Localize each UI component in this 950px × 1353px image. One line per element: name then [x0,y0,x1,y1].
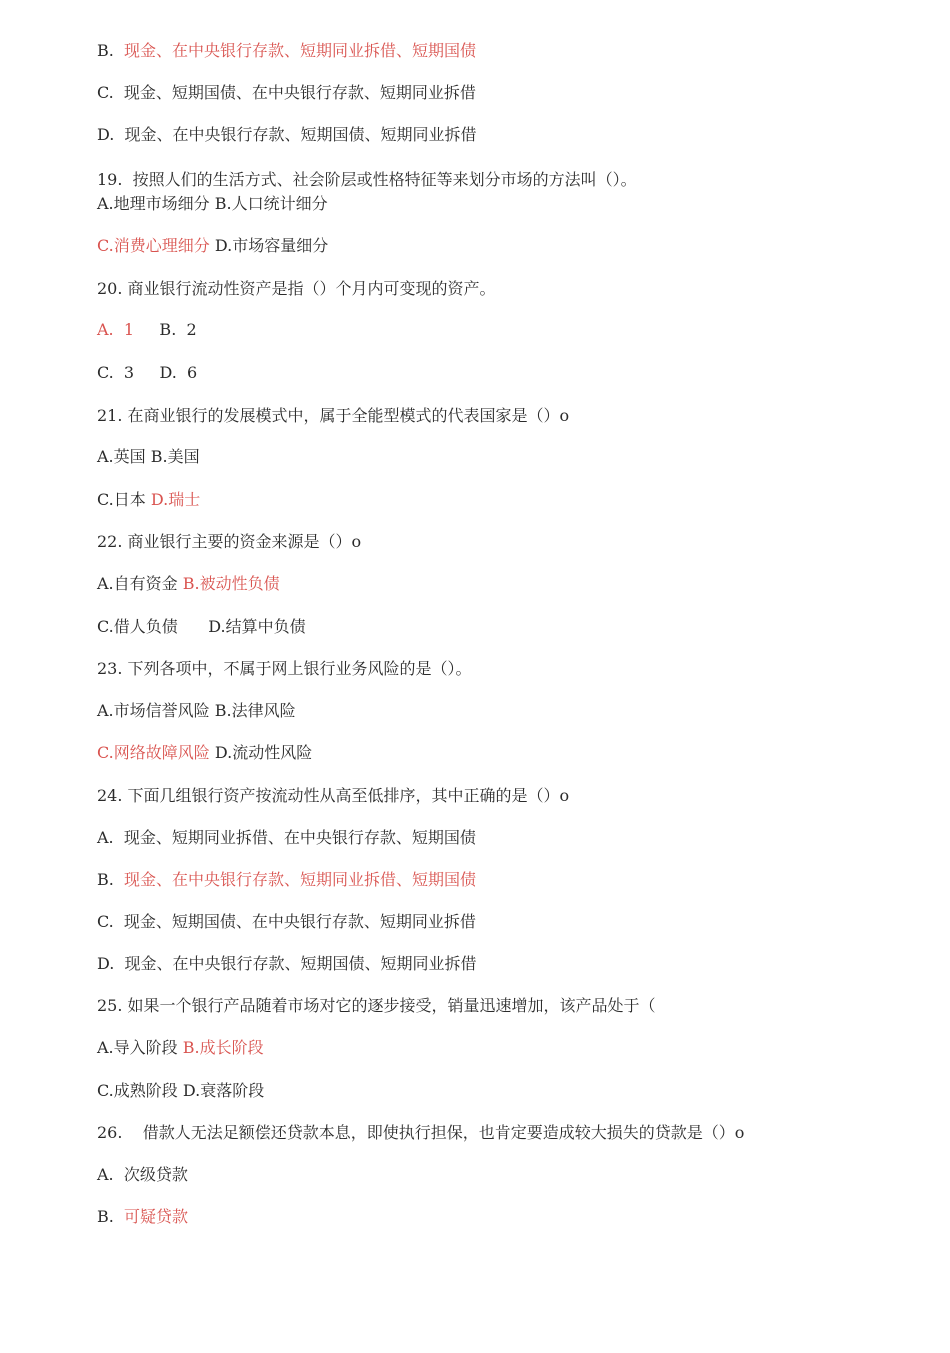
text-line [97,532,361,552]
line-text: D. 现金、在中央银行存款、短期国债、短期同业拆借 [97,125,477,144]
line-text: C.借人负债 D.结算中负债 [97,617,306,636]
answer-text: B.被动性负债 [182,574,280,593]
line-text: B. [97,870,125,889]
line-text: 21. 在商业银行的发展模式中，属于全能型模式的代表国家是（）o [97,406,570,425]
text-line [97,406,569,426]
answer-text: 可疑贷款 [124,1207,189,1226]
text-line [97,447,200,467]
line-text: A.英国 B.美国 [97,447,200,466]
text-line [97,617,306,637]
line-text: C. 3 D. 6 [97,363,198,382]
line-text: A. 现金、短期同业拆借、在中央银行存款、短期国债 [97,828,476,847]
text-line [97,574,280,594]
line-text: A.市场信誉风险 B.法律风险 [97,701,296,720]
text-line [97,1123,744,1143]
text-line [97,1038,264,1058]
line-text: 22. 商业银行主要的资金来源是（）o [97,532,362,551]
line-text: B. 2 [134,320,197,339]
line-text: C. 现金、短期国债、在中央银行存款、短期同业拆借 [97,912,476,931]
text-line [97,363,197,383]
answer-text: D.瑞士 [150,490,201,509]
text-line [97,743,312,763]
line-text: 23. 下列各项中，不属于网上银行业务风险的是（）。 [97,659,472,678]
answer-text: 现金、在中央银行存款、短期同业拆借、短期国债 [124,870,477,889]
line-text: D. 现金、在中央银行存款、短期国债、短期同业拆借 [97,954,477,973]
text-line [97,279,496,299]
text-line [97,701,296,721]
line-text: A. 次级贷款 [97,1165,188,1184]
text-line [97,170,637,190]
line-text: A.地理市场细分 B.人口统计细分 [97,194,328,213]
line-text: B. [97,41,125,60]
text-line [97,954,477,974]
line-text: A.自有资金 [97,574,183,593]
text-line [97,83,476,103]
text-line [97,1207,188,1227]
text-line [97,1165,188,1185]
text-line [97,41,476,61]
text-line [97,786,569,806]
text-line [97,996,656,1016]
text-line [97,125,477,145]
answer-text: 现金、在中央银行存款、短期同业拆借、短期国债 [124,41,477,60]
answer-text: A. 1 [97,320,134,339]
text-line [97,194,328,214]
answer-text: C.消费心理细分 [97,236,210,255]
text-line [97,828,476,848]
text-line [97,320,197,340]
answer-text: C.网络故障风险 [97,743,210,762]
line-text: 25. 如果一个银行产品随着市场对它的逐步接受，销量迅速增加，该产品处于（ [97,996,656,1015]
text-line [97,1081,264,1101]
line-text: D.市场容量细分 [209,236,329,255]
text-line [97,870,476,890]
line-text: 19. 按照人们的生活方式、社会阶层或性格特征等来划分市场的方法叫（）。 [97,170,637,189]
answer-text: B.成长阶段 [182,1038,264,1057]
line-text: D.流动性风险 [209,743,313,762]
line-text: 20. 商业银行流动性资产是指（）个月内可变现的资产。 [97,279,496,298]
line-text: 24. 下面几组银行资产按流动性从高至低排序，其中正确的是（）o [97,786,570,805]
text-line [97,490,200,510]
line-text: 26. 借款人无法足额偿还贷款本息，即使执行担保，也肯定要造成较大损失的贷款是（）o [97,1123,745,1142]
line-text: B. [97,1207,125,1226]
line-text: A.导入阶段 [97,1038,183,1057]
line-text: C.日本 [97,490,151,509]
text-line [97,236,328,256]
line-text: C.成熟阶段 D.衰落阶段 [97,1081,265,1100]
text-line [97,912,476,932]
line-text: C. 现金、短期国债、在中央银行存款、短期同业拆借 [97,83,476,102]
text-line [97,659,472,679]
